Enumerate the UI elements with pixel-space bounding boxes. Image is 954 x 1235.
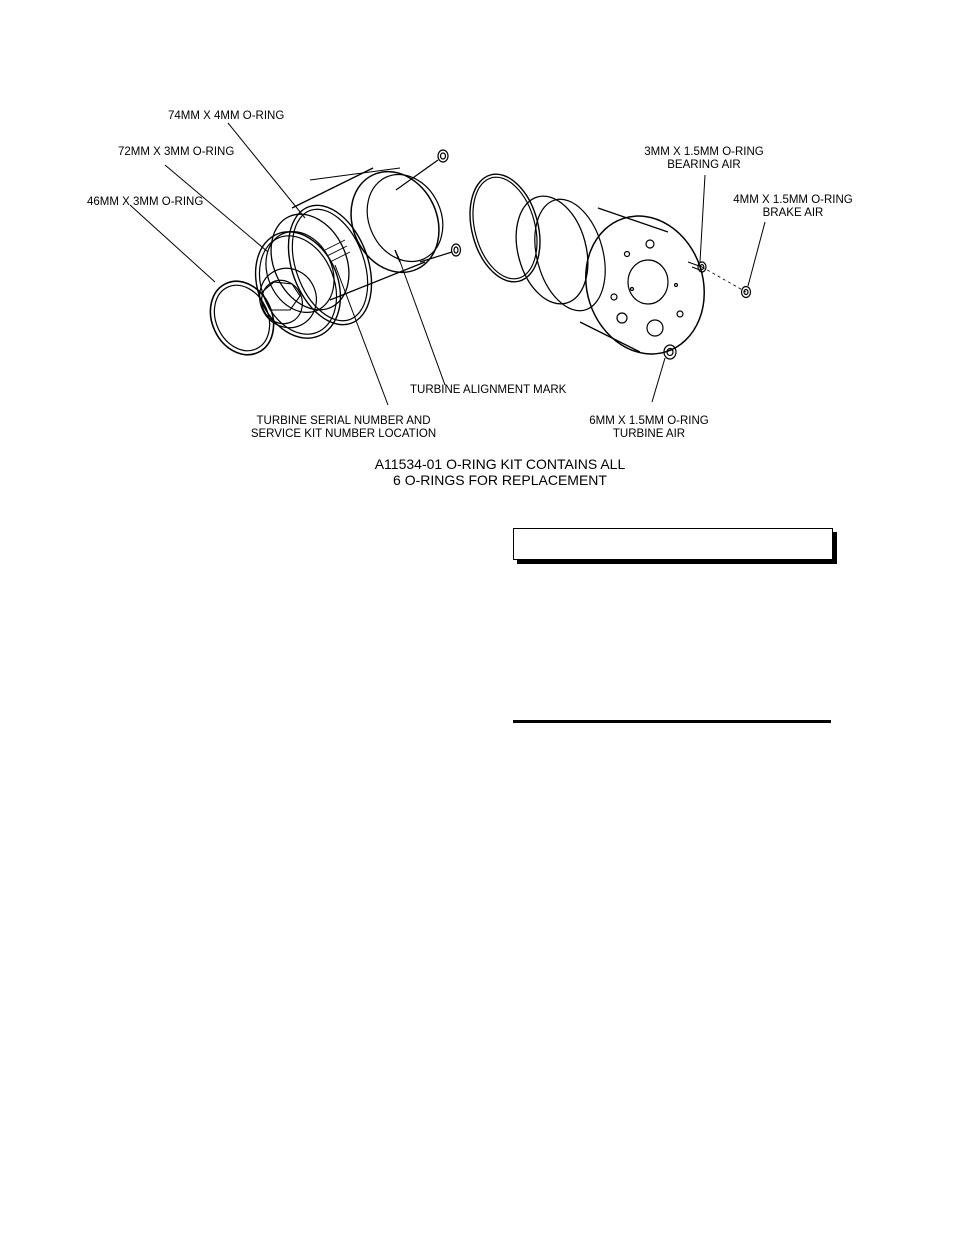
- label-3mm-line1: 3MM X 1.5MM O-RING: [644, 146, 764, 158]
- label-6mm-line1: 6MM X 1.5MM O-RING: [589, 415, 709, 427]
- note-header-box: [513, 528, 833, 560]
- label-4mm-line2: BRAKE AIR: [762, 207, 824, 219]
- label-3mm-line2: BEARING AIR: [667, 159, 741, 171]
- note-bottom-rule: [513, 720, 831, 723]
- label-4mm-oring: [728, 194, 858, 220]
- caption-line2: 6 O-RINGS FOR REPLACEMENT: [393, 472, 607, 488]
- label-46mm-oring: 46MM X 3MM O-RING: [87, 196, 204, 208]
- label-serial-line2: SERVICE KIT NUMBER LOCATION: [250, 428, 437, 440]
- small-oring-top: [438, 150, 448, 162]
- label-turbine-alignment-mark: TURBINE ALIGNMENT MARK: [410, 384, 567, 396]
- label-6mm-oring: [582, 415, 716, 441]
- label-4mm-line1: 4MM X 1.5MM O-RING: [733, 194, 853, 206]
- small-oring-bottom: [452, 244, 461, 256]
- label-72mm-oring: 72MM X 3MM O-RING: [118, 146, 235, 158]
- label-3mm-oring: [638, 146, 770, 172]
- label-74mm-oring: 74MM X 4MM O-RING: [168, 110, 285, 122]
- label-6mm-line2: TURBINE AIR: [612, 428, 686, 440]
- caption-line1: A11534-01 O-RING KIT CONTAINS ALL: [374, 456, 626, 472]
- turbine-exploded-diagram: [0, 0, 954, 500]
- label-serial-number: [246, 415, 441, 441]
- label-serial-line1: TURBINE SERIAL NUMBER AND: [256, 415, 431, 427]
- oring-46mm: [199, 271, 285, 365]
- right-turbine-housing: [459, 166, 722, 369]
- figure-caption: [330, 456, 670, 488]
- left-turbine-assembly: [250, 157, 457, 337]
- oring-74mm: [273, 194, 387, 337]
